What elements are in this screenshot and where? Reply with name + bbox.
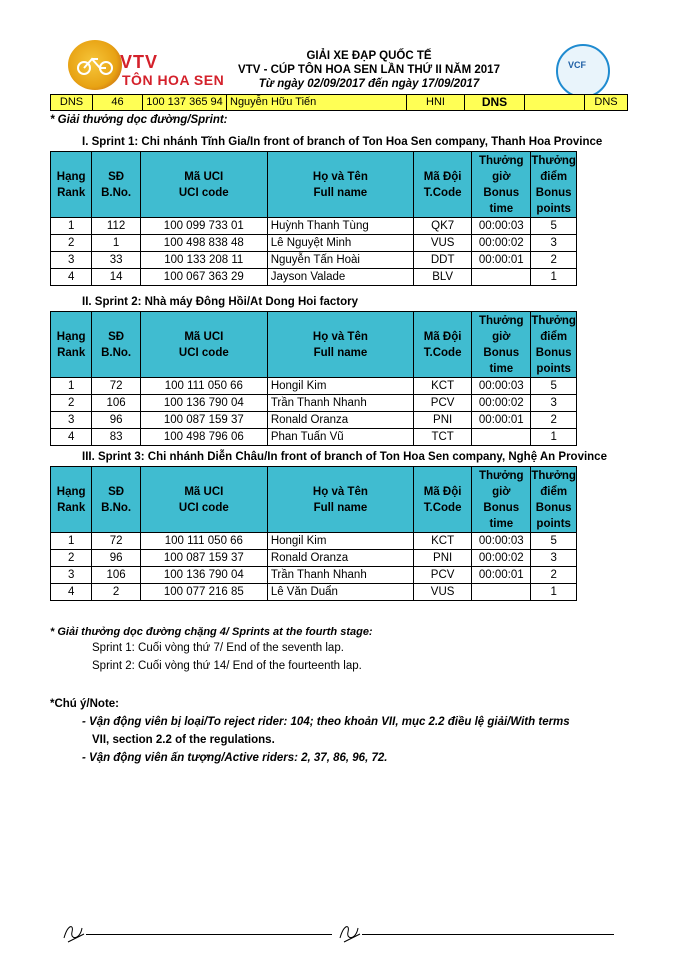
sprint-table — [50, 466, 577, 601]
table-row: 1 72 100 111 050 66 Hongil Kim KCT 00:00:03 5 — [51, 378, 577, 395]
dns-name: Nguyễn Hữu Tiến — [227, 95, 407, 110]
col-name-header: Họ và Tên Full name — [267, 152, 413, 218]
signature-mark — [338, 920, 364, 944]
col-bno-header: SĐ B.No. — [92, 467, 141, 533]
race-title: GIẢI XE ĐẠP QUỐC TẾ — [306, 50, 432, 62]
sprint-title: II. Sprint 2: Nhà máy Đông Hồi/At Dong Hoi factory — [82, 296, 359, 308]
table-row: 4 14 100 067 363 29 Jayson Valade BLV 1 — [51, 269, 577, 286]
dns-status: DNS — [51, 95, 93, 110]
fourth-stage-sprint2: Sprint 2: Cuối vòng thứ 14/ End of the fourteenth lap. — [92, 660, 362, 672]
col-name-header: Họ và Tên Full name — [267, 312, 413, 378]
ton-hoa-sen-logo-text: TÔN HOA SEN — [122, 72, 225, 88]
signature-line — [86, 934, 332, 935]
col-name-header: Họ và Tên Full name — [267, 467, 413, 533]
table-row: 2 1 100 498 838 48 Lê Nguyệt Minh VUS 00:00:02 3 — [51, 235, 577, 252]
dns-uci: 100 137 365 94 — [143, 95, 227, 110]
table-header-row — [51, 467, 577, 533]
dns-time: DNS — [465, 95, 525, 110]
col-time-header: Thưởng giờ Bonus time — [472, 152, 531, 218]
table-row: 2 106 100 136 790 04 Trần Thanh Nhanh PCV 00:00:02 3 — [51, 395, 577, 412]
col-points-header: Thưởng điểm Bonus points — [531, 467, 577, 533]
col-points-header: Thưởng điểm Bonus points — [531, 312, 577, 378]
table-row: 2 96 100 087 159 37 Ronald Oranza PNI 00:00:02 3 — [51, 550, 577, 567]
col-uci-header: Mã UCI UCI code — [140, 312, 267, 378]
col-points-header: Thưởng điểm Bonus points — [531, 152, 577, 218]
note-item-rejected-cont: VII, section 2.2 of the regulations. — [92, 734, 275, 746]
dns-team: HNI — [407, 95, 465, 110]
table-row: 4 83 100 498 796 06 Phan Tuấn Vũ TCT 1 — [51, 429, 577, 446]
table-row: 3 106 100 136 790 04 Trần Thanh Nhanh PCV 00:00:01 2 — [51, 567, 577, 584]
col-bno-header: SĐ B.No. — [92, 152, 141, 218]
signature-mark — [62, 920, 88, 944]
col-team-header: Mã Đội T.Code — [414, 152, 472, 218]
fourth-stage-sprint1: Sprint 1: Cuối vòng thứ 7/ End of the seventh lap. — [92, 642, 344, 654]
table-row: 1 112 100 099 733 01 Huỳnh Thanh Tùng QK7 00:00:03 5 — [51, 218, 577, 235]
dns-bno: 46 — [93, 95, 143, 110]
table-row: 4 2 100 077 216 85 Lê Văn Duẩn VUS 1 — [51, 584, 577, 601]
sprint-table — [50, 311, 577, 446]
signature-line — [362, 934, 614, 935]
col-rank-header: Hạng Rank — [51, 312, 92, 378]
section-label: * Giải thưởng dọc đường/Sprint: — [50, 114, 228, 126]
col-uci-header: Mã UCI UCI code — [140, 467, 267, 533]
note-item-rejected: - Vận động viên bị loại/To reject rider: 104; theo khoản VII, mục 2.2 điều lệ giải/With terms — [82, 716, 570, 728]
table-header-row — [51, 312, 577, 378]
vtv-logo-text: VTV — [120, 52, 159, 72]
race-subtitle: VTV - CÚP TÔN HOA SEN LẦN THỨ II NĂM 2017 — [238, 64, 500, 76]
vcf-logo-text: VCF — [568, 60, 586, 70]
dns-row — [50, 94, 628, 111]
sprint-table — [50, 151, 577, 286]
dns-result: DNS — [594, 96, 618, 108]
table-row: 1 72 100 111 050 66 Hongil Kim KCT 00:00:03 5 — [51, 533, 577, 550]
table-row: 3 96 100 087 159 37 Ronald Oranza PNI 00:00:01 2 — [51, 412, 577, 429]
col-uci-header: Mã UCI UCI code — [140, 152, 267, 218]
dns-blank — [525, 95, 585, 110]
col-rank-header: Hạng Rank — [51, 467, 92, 533]
note-item-active: - Vận động viên ấn tượng/Active riders: 2, 37, 86, 96, 72. — [82, 752, 388, 764]
col-team-header: Mã Đội T.Code — [414, 312, 472, 378]
col-bno-header: SĐ B.No. — [92, 312, 141, 378]
document-header — [0, 0, 678, 96]
table-header-row — [51, 152, 577, 218]
note-heading: *Chú ý/Note: — [50, 698, 119, 710]
col-rank-header: Hạng Rank — [51, 152, 92, 218]
col-time-header: Thưởng giờ Bonus time — [472, 467, 531, 533]
col-team-header: Mã Đội T.Code — [414, 467, 472, 533]
race-dates: Từ ngày 02/09/2017 đến ngày 17/09/2017 — [258, 78, 480, 90]
table-row: 3 33 100 133 208 11 Nguyễn Tấn Hoài DDT 00:00:01 2 — [51, 252, 577, 269]
sprint-title: III. Sprint 3: Chi nhánh Diễn Châu/In front of branch of Ton Hoa Sen company, Nghệ An Province — [82, 451, 607, 463]
sprint-title: I. Sprint 1: Chi nhánh Tĩnh Gia/In front of branch of Ton Hoa Sen company, Thanh Hoa Province — [82, 136, 603, 148]
col-time-header: Thưởng giờ Bonus time — [472, 312, 531, 378]
fourth-stage-heading: * Giải thưởng dọc đường chặng 4/ Sprints at the fourth stage: — [50, 626, 373, 638]
